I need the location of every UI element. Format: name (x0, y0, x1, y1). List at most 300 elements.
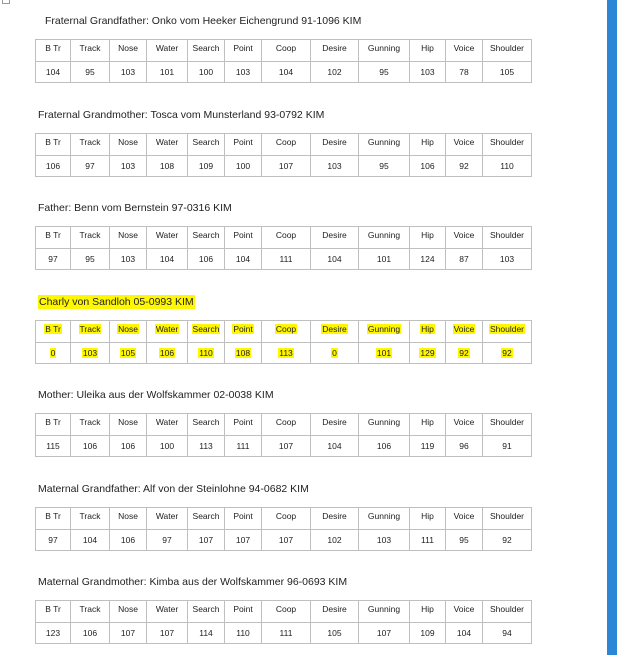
value-cell-search (188, 436, 225, 457)
column-header-coop (262, 601, 311, 623)
traits-table (35, 133, 532, 177)
column-header-hip (410, 134, 446, 156)
column-header-label: Hip (421, 511, 434, 521)
cell-value: 104 (82, 535, 98, 545)
window-edge (607, 0, 617, 655)
value-cell-desire (311, 249, 359, 270)
column-header-label: Voice (453, 417, 475, 427)
value-cell-hip (410, 156, 446, 177)
value-cell-coop (262, 436, 311, 457)
column-header-label: Shoulder (489, 511, 525, 521)
column-header-voice (446, 601, 483, 623)
value-cell-water (147, 62, 188, 83)
column-header-label: Shoulder (489, 43, 525, 53)
column-header-nose (110, 414, 147, 436)
column-header-search (188, 321, 225, 343)
value-cell-coop (262, 530, 311, 551)
column-header-point (225, 414, 262, 436)
column-header-coop (262, 508, 311, 530)
column-header-btr (36, 40, 71, 62)
column-header-nose (110, 227, 147, 249)
cell-value: 92 (502, 535, 512, 545)
value-cell-coop (262, 343, 311, 364)
table-header-row (36, 134, 532, 156)
cell-value: 104 (278, 67, 294, 77)
value-cell-track (71, 62, 110, 83)
column-header-point (225, 40, 262, 62)
table-header-row (36, 40, 532, 62)
column-header-desire (311, 414, 359, 436)
cell-value: 124 (420, 254, 435, 264)
column-header-label: Shoulder (489, 604, 525, 614)
column-header-coop (262, 321, 311, 343)
value-cell-shoulder (483, 62, 532, 83)
column-header-label: Voice (453, 604, 475, 614)
cell-value: 107 (278, 161, 294, 171)
column-header-track (71, 414, 110, 436)
cell-value: 111 (421, 535, 434, 545)
value-cell-voice (446, 249, 483, 270)
table-row (36, 343, 532, 364)
column-header-label: Nose (118, 511, 138, 521)
column-header-desire (311, 227, 359, 249)
column-header-label: Coop (275, 511, 297, 521)
column-header-desire (311, 40, 359, 62)
cell-value: 105 (120, 348, 136, 358)
value-cell-search (188, 249, 225, 270)
cell-value: 97 (85, 161, 95, 171)
value-cell-voice (446, 62, 483, 83)
column-header-water (147, 508, 188, 530)
column-header-track (71, 321, 110, 343)
column-header-label: Search (192, 417, 220, 427)
value-cell-track (71, 156, 110, 177)
cell-value: 109 (420, 628, 435, 638)
cell-value: 0 (50, 348, 56, 358)
column-header-coop (262, 227, 311, 249)
cell-value: 106 (376, 441, 392, 451)
cell-value: 119 (420, 441, 435, 451)
column-header-voice (446, 40, 483, 62)
cell-value: 102 (327, 67, 342, 77)
column-header-water (147, 134, 188, 156)
section-heading: Mother: Uleika aus der Wolfskammer 02-0038 KIM (38, 389, 274, 401)
column-header-label: Gunning (367, 324, 401, 334)
column-header-label: Water (155, 417, 179, 427)
column-header-label: Track (79, 324, 101, 334)
column-header-point (225, 321, 262, 343)
cell-value: 104 (456, 628, 472, 638)
column-header-btr (36, 134, 71, 156)
value-cell-btr (36, 436, 71, 457)
value-cell-search (188, 530, 225, 551)
column-header-nose (110, 40, 147, 62)
value-cell-btr (36, 62, 71, 83)
cell-value: 103 (120, 161, 136, 171)
column-header-gunning (359, 134, 410, 156)
table-header-row (36, 508, 532, 530)
column-header-label: Track (79, 604, 101, 614)
column-header-water (147, 321, 188, 343)
value-cell-btr (36, 623, 71, 644)
cell-value: 106 (82, 441, 98, 451)
cell-value: 97 (162, 535, 172, 545)
value-cell-btr (36, 530, 71, 551)
cell-value: 103 (327, 161, 342, 171)
cell-value: 87 (459, 254, 469, 264)
column-header-hip (410, 508, 446, 530)
cell-value: 123 (45, 628, 61, 638)
column-header-label: B Tr (45, 511, 61, 521)
cell-value: 92 (459, 348, 469, 358)
value-cell-point (225, 343, 262, 364)
column-header-label: Desire (322, 230, 347, 240)
column-header-hip (410, 321, 446, 343)
cell-value: 101 (376, 348, 392, 358)
column-header-label: Voice (453, 230, 475, 240)
column-header-label: Hip (421, 137, 434, 147)
traits-table (35, 600, 532, 644)
column-header-track (71, 508, 110, 530)
value-cell-point (225, 249, 262, 270)
column-header-label: Shoulder (489, 230, 525, 240)
value-cell-desire (311, 623, 359, 644)
column-header-label: Water (155, 230, 179, 240)
cell-value: 97 (48, 254, 58, 264)
section-heading: Maternal Grandmother: Kimba aus der Wolfskammer 96-0693 KIM (38, 576, 348, 588)
cell-value: 103 (420, 67, 435, 77)
cell-value: 106 (120, 441, 136, 451)
column-header-label: Point (233, 511, 253, 521)
column-header-coop (262, 134, 311, 156)
column-header-label: Gunning (367, 230, 401, 240)
cell-value: 106 (82, 628, 98, 638)
cell-value: 107 (278, 535, 294, 545)
column-header-label: Water (155, 324, 179, 334)
column-header-water (147, 40, 188, 62)
cell-value: 100 (198, 67, 214, 77)
column-header-search (188, 508, 225, 530)
column-header-voice (446, 414, 483, 436)
cell-value: 95 (459, 535, 469, 545)
column-header-label: Desire (322, 137, 347, 147)
column-header-label: Water (155, 604, 179, 614)
column-header-label: B Tr (45, 43, 61, 53)
value-cell-gunning (359, 249, 410, 270)
page-corner-mark (2, 0, 10, 4)
cell-value: 92 (459, 161, 469, 171)
cell-value: 95 (379, 161, 389, 171)
value-cell-shoulder (483, 436, 532, 457)
column-header-point (225, 227, 262, 249)
value-cell-desire (311, 62, 359, 83)
section-heading: Maternal Grandfather: Alf von der Steinlohne 94-0682 KIM (38, 483, 309, 495)
column-header-label: Hip (421, 324, 434, 334)
cell-value: 107 (159, 628, 175, 638)
column-header-label: Coop (275, 137, 297, 147)
value-cell-hip (410, 62, 446, 83)
value-cell-hip (410, 436, 446, 457)
column-header-gunning (359, 321, 410, 343)
column-header-label: Voice (453, 511, 475, 521)
cell-value: 111 (236, 441, 250, 451)
column-header-label: B Tr (45, 137, 61, 147)
value-cell-btr (36, 249, 71, 270)
column-header-point (225, 134, 262, 156)
table-row (36, 623, 532, 644)
value-cell-voice (446, 436, 483, 457)
cell-value: 106 (45, 161, 61, 171)
column-header-label: Point (233, 324, 253, 334)
column-header-nose (110, 321, 147, 343)
cell-value: 107 (198, 535, 214, 545)
column-header-track (71, 227, 110, 249)
column-header-nose (110, 508, 147, 530)
value-cell-shoulder (483, 156, 532, 177)
value-cell-track (71, 436, 110, 457)
column-header-label: Voice (453, 43, 475, 53)
table-row (36, 530, 532, 551)
column-header-label: Search (192, 604, 220, 614)
cell-value: 106 (420, 161, 435, 171)
value-cell-water (147, 156, 188, 177)
value-cell-voice (446, 623, 483, 644)
value-cell-btr (36, 343, 71, 364)
cell-value: 110 (236, 628, 250, 638)
cell-value: 95 (85, 254, 95, 264)
column-header-gunning (359, 227, 410, 249)
column-header-label: Point (233, 43, 253, 53)
column-header-label: Shoulder (489, 324, 525, 334)
column-header-label: Water (155, 137, 179, 147)
value-cell-coop (262, 156, 311, 177)
cell-value: 109 (198, 161, 214, 171)
cell-value: 107 (235, 535, 251, 545)
column-header-desire (311, 321, 359, 343)
value-cell-desire (311, 436, 359, 457)
value-cell-water (147, 623, 188, 644)
section-heading: Fraternal Grandfather: Onko vom Heeker Eichengrund 91-1096 KIM (45, 15, 362, 27)
column-header-label: Water (155, 43, 179, 53)
value-cell-track (71, 530, 110, 551)
column-header-search (188, 414, 225, 436)
section-heading: Father: Benn vom Bernstein 97-0316 KIM (38, 202, 232, 214)
column-header-label: B Tr (45, 417, 61, 427)
column-header-label: Track (79, 43, 101, 53)
cell-value: 108 (159, 161, 175, 171)
cell-value: 106 (120, 535, 136, 545)
column-header-coop (262, 414, 311, 436)
column-header-label: Desire (322, 324, 347, 334)
cell-value: 103 (499, 254, 515, 264)
value-cell-track (71, 623, 110, 644)
column-header-label: Gunning (367, 417, 401, 427)
value-cell-desire (311, 530, 359, 551)
column-header-label: Hip (421, 230, 434, 240)
cell-value: 111 (279, 628, 293, 638)
cell-value: 113 (279, 348, 293, 358)
value-cell-search (188, 623, 225, 644)
column-header-point (225, 601, 262, 623)
column-header-search (188, 134, 225, 156)
cell-value: 110 (500, 161, 514, 171)
value-cell-nose (110, 530, 147, 551)
value-cell-gunning (359, 343, 410, 364)
value-cell-search (188, 343, 225, 364)
column-header-coop (262, 40, 311, 62)
column-header-label: Point (233, 604, 253, 614)
table-row (36, 249, 532, 270)
value-cell-hip (410, 530, 446, 551)
column-header-label: Hip (421, 43, 434, 53)
table-row (36, 156, 532, 177)
column-header-shoulder (483, 321, 532, 343)
cell-value: 101 (159, 67, 175, 77)
value-cell-btr (36, 156, 71, 177)
cell-value: 108 (235, 348, 251, 358)
column-header-hip (410, 40, 446, 62)
column-header-label: Point (233, 417, 253, 427)
column-header-desire (311, 508, 359, 530)
column-header-label: Point (233, 230, 253, 240)
cell-value: 100 (235, 161, 251, 171)
column-header-hip (410, 414, 446, 436)
cell-value: 100 (159, 441, 175, 451)
cell-value: 106 (159, 348, 175, 358)
section-heading: Charly von Sandloh 05-0993 KIM (39, 296, 194, 308)
column-header-gunning (359, 508, 410, 530)
traits-table (35, 507, 532, 551)
cell-value: 94 (502, 628, 512, 638)
column-header-label: Search (192, 43, 220, 53)
cell-value: 107 (376, 628, 392, 638)
value-cell-point (225, 530, 262, 551)
column-header-voice (446, 227, 483, 249)
column-header-track (71, 134, 110, 156)
column-header-label: Voice (453, 324, 475, 334)
column-header-desire (311, 601, 359, 623)
column-header-label: Track (79, 137, 101, 147)
table-header-row (36, 601, 532, 623)
column-header-btr (36, 227, 71, 249)
value-cell-nose (110, 156, 147, 177)
value-cell-nose (110, 62, 147, 83)
column-header-shoulder (483, 40, 532, 62)
value-cell-gunning (359, 156, 410, 177)
column-header-label: Hip (421, 417, 434, 427)
column-header-label: B Tr (45, 230, 61, 240)
column-header-shoulder (483, 508, 532, 530)
column-header-voice (446, 321, 483, 343)
value-cell-gunning (359, 62, 410, 83)
value-cell-point (225, 62, 262, 83)
column-header-search (188, 227, 225, 249)
column-header-track (71, 601, 110, 623)
value-cell-shoulder (483, 530, 532, 551)
value-cell-hip (410, 249, 446, 270)
cell-value: 111 (279, 254, 293, 264)
value-cell-hip (410, 623, 446, 644)
value-cell-water (147, 436, 188, 457)
column-header-label: Gunning (367, 137, 401, 147)
column-header-label: Track (79, 417, 101, 427)
column-header-water (147, 227, 188, 249)
cell-value: 114 (199, 628, 213, 638)
value-cell-coop (262, 249, 311, 270)
cell-value: 103 (82, 348, 98, 358)
column-header-btr (36, 414, 71, 436)
column-header-label: B Tr (45, 324, 61, 334)
column-header-label: Desire (322, 417, 347, 427)
cell-value: 113 (199, 441, 213, 451)
cell-value: 104 (327, 441, 342, 451)
column-header-desire (311, 134, 359, 156)
value-cell-water (147, 249, 188, 270)
column-header-label: Track (79, 511, 101, 521)
column-header-label: Search (192, 511, 220, 521)
cell-value: 101 (376, 254, 392, 264)
column-header-nose (110, 601, 147, 623)
column-header-water (147, 601, 188, 623)
column-header-label: Nose (118, 324, 138, 334)
table-header-row (36, 227, 532, 249)
cell-value: 103 (120, 67, 136, 77)
cell-value: 95 (85, 67, 95, 77)
cell-value: 78 (459, 67, 469, 77)
value-cell-gunning (359, 623, 410, 644)
column-header-btr (36, 508, 71, 530)
cell-value: 0 (332, 348, 337, 358)
cell-value: 104 (235, 254, 251, 264)
value-cell-shoulder (483, 623, 532, 644)
column-header-gunning (359, 414, 410, 436)
column-header-label: Nose (118, 137, 138, 147)
value-cell-search (188, 156, 225, 177)
cell-value: 105 (499, 67, 515, 77)
value-cell-nose (110, 249, 147, 270)
value-cell-hip (410, 343, 446, 364)
column-header-nose (110, 134, 147, 156)
value-cell-desire (311, 343, 359, 364)
traits-table (35, 39, 532, 83)
value-cell-gunning (359, 530, 410, 551)
column-header-label: Hip (421, 604, 434, 614)
column-header-label: Nose (118, 417, 138, 427)
column-header-water (147, 414, 188, 436)
cell-value: 104 (45, 67, 61, 77)
value-cell-voice (446, 343, 483, 364)
value-cell-shoulder (483, 249, 532, 270)
value-cell-water (147, 343, 188, 364)
column-header-label: Search (192, 230, 220, 240)
value-cell-track (71, 249, 110, 270)
cell-value: 102 (327, 535, 342, 545)
column-header-label: Shoulder (489, 417, 525, 427)
column-header-hip (410, 227, 446, 249)
column-header-label: Water (155, 511, 179, 521)
table-header-row (36, 414, 532, 436)
value-cell-track (71, 343, 110, 364)
column-header-label: Desire (322, 43, 347, 53)
cell-value: 110 (199, 348, 213, 358)
column-header-label: Search (192, 137, 220, 147)
value-cell-voice (446, 530, 483, 551)
cell-value: 92 (502, 348, 512, 358)
column-header-label: Gunning (367, 511, 401, 521)
value-cell-point (225, 156, 262, 177)
value-cell-shoulder (483, 343, 532, 364)
column-header-label: Point (233, 137, 253, 147)
